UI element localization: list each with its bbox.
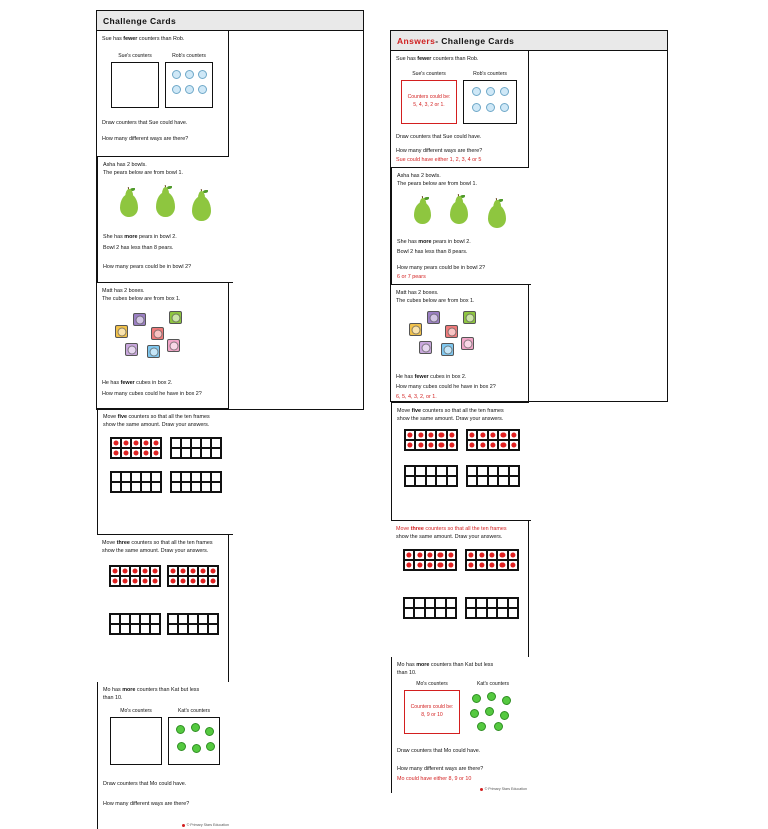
sue-counters-box: [111, 62, 159, 108]
ten-frame: [403, 549, 457, 571]
green-counter: [494, 722, 503, 731]
card-line1: Move three counters so that all the ten frames: [102, 540, 213, 546]
counter: [472, 87, 481, 96]
counter: [500, 103, 509, 112]
sheet-title: Challenge Cards: [103, 15, 177, 26]
rob-counters-box: [463, 80, 517, 124]
card-line2: show the same amount. Draw your answers.: [397, 416, 504, 423]
card-question: How many pears could be in bowl 2?: [397, 265, 486, 271]
sheet-title-bar: [97, 11, 363, 31]
label-sue-counters: Sue's counters: [118, 53, 152, 59]
answer-card-sue-counters: [391, 51, 529, 168]
green-counter: [487, 692, 496, 701]
cube: [167, 339, 180, 352]
cube: [169, 311, 182, 324]
green-counter: [472, 694, 481, 703]
counters-panel: [110, 708, 222, 768]
card-line1: Move five counters so that all the ten frames: [397, 408, 504, 414]
green-counter: [205, 727, 214, 736]
pear-icon: [120, 187, 138, 217]
ten-frame: [403, 597, 457, 619]
answer-card-matt-cubes: [391, 285, 529, 403]
answer-card-move-three: [391, 521, 529, 657]
label-sue-counters: Sue's counters: [412, 71, 446, 77]
question-draw: Draw counters that Mo could have.: [103, 781, 187, 787]
green-counter: [192, 744, 201, 753]
ten-frame: [170, 471, 222, 493]
card-line1: Move five counters so that all the ten frames: [103, 414, 210, 420]
green-counter: [206, 742, 215, 751]
green-counter: [485, 707, 494, 716]
counter: [198, 85, 207, 94]
answers-title-rest: - Challenge Cards: [435, 35, 515, 46]
card-line1: Asha has 2 bowls.: [103, 162, 147, 168]
cube: [147, 345, 160, 358]
pear-icon: [156, 185, 175, 217]
ten-frame: [465, 549, 519, 571]
kat-counters-box: [168, 717, 220, 765]
ten-frame: [170, 437, 222, 459]
counter: [172, 85, 181, 94]
card-line2: show the same amount. Draw your answers.: [396, 534, 503, 541]
ten-frame: [404, 465, 458, 487]
mo-answer-text: Counters could be: 8, 9 or 10: [410, 704, 454, 718]
counter: [172, 70, 181, 79]
card-question: How many cubes could he have in box 2?: [396, 384, 496, 390]
mo-answer-box: [404, 690, 460, 734]
card-line4: Bowl 2 has less than 8 pears.: [397, 249, 468, 255]
cube: [115, 325, 128, 338]
cubes-group: [113, 309, 213, 371]
label-mo-counters: Mo's counters: [416, 681, 448, 687]
card-line3: She has more pears in bowl 2.: [397, 239, 471, 245]
challenge-cards-sheet: [96, 10, 364, 827]
cube: [461, 337, 474, 350]
green-counter: [477, 722, 486, 731]
answer-ways: Sue could have either 1, 2, 3, 4 or 5: [396, 157, 482, 163]
cube: [133, 313, 146, 326]
card-matt-cubes: [97, 283, 229, 409]
answer-text: 6, 5, 4, 3, 2, or 1.: [396, 394, 437, 400]
ten-frame: [167, 613, 219, 635]
counter: [198, 70, 207, 79]
card-mo-counters: [97, 682, 233, 829]
counter: [472, 103, 481, 112]
green-counter: [176, 725, 185, 734]
answers-sheet: [390, 30, 668, 791]
ten-frame: [110, 437, 162, 459]
card-line2: than 10.: [103, 695, 123, 702]
answer-card-asha-pears: [391, 168, 531, 285]
rob-counters-box: [165, 62, 213, 108]
card-line2: The pears below are from bowl 1.: [397, 181, 477, 188]
cube: [125, 343, 138, 356]
question-draw: Draw counters that Sue could have.: [102, 120, 188, 126]
card-question: How many pears could be in bowl 2?: [103, 264, 192, 270]
question-ways: How many different ways are there?: [396, 148, 483, 154]
answers-title: Answers: [397, 35, 436, 46]
footer-credit: © Primary Stars Education: [480, 787, 527, 791]
counters-panel: [401, 71, 521, 127]
answers-title-bar: [391, 31, 667, 51]
card-line3: She has more pears in bowl 2.: [103, 234, 177, 240]
cube: [427, 311, 440, 324]
label-mo-counters: Mo's counters: [120, 708, 152, 714]
answer-card-move-five: [391, 403, 531, 521]
counters-panel: [111, 53, 213, 109]
card-line2: than 10.: [397, 670, 417, 677]
card-asha-pears: [97, 157, 233, 283]
card-line2: show the same amount. Draw your answers.: [102, 548, 209, 555]
mo-counters-box: [110, 717, 162, 765]
label-rob-counters: Rob's counters: [473, 71, 507, 77]
cube: [441, 343, 454, 356]
pear-icon: [192, 189, 211, 221]
card-line2: The cubes below are from box 1.: [396, 298, 475, 305]
card-intro: Sue has fewer counters than Rob.: [102, 36, 185, 42]
footer-credit: © Primary Stars Education: [182, 823, 229, 827]
counter: [500, 87, 509, 96]
counter: [486, 87, 495, 96]
card-move-three: [97, 535, 229, 682]
cube: [463, 311, 476, 324]
cubes-group: [407, 309, 511, 367]
kat-counters-box: [466, 690, 520, 734]
ten-frame: [466, 465, 520, 487]
card-line1: Mo has more counters than Kat but less: [397, 662, 494, 668]
ten-frame: [109, 613, 161, 635]
ten-frame: [404, 429, 458, 451]
card-line1: Matt has 2 boxes.: [102, 288, 145, 294]
pear-icon: [488, 198, 506, 228]
question-draw: Draw counters that Sue could have.: [396, 134, 482, 140]
label-kat-counters: Kat's counters: [476, 681, 510, 687]
pears-group: [116, 183, 226, 225]
sue-answer-text: Counters could be: 5, 4, 3, 2 or 1.: [407, 94, 451, 108]
card-line2: show the same amount. Draw your answers.: [103, 422, 210, 429]
card-line1: Matt has 2 boxes.: [396, 290, 439, 296]
cube: [445, 325, 458, 338]
card-line3: He has fewer cubes in box 2.: [396, 374, 467, 380]
card-line1: Mo has more counters than Kat but less: [103, 687, 200, 693]
card-line3: He has fewer cubes in box 2.: [102, 380, 173, 386]
green-counter: [502, 696, 511, 705]
question-ways: How many different ways are there?: [397, 766, 484, 772]
ten-frame: [167, 565, 219, 587]
answer-ways: Mo could have either 8, 9 or 10: [397, 776, 472, 782]
green-counter: [177, 742, 186, 751]
card-line2: The cubes below are from box 1.: [102, 296, 181, 303]
answer-text: 6 or 7 pears: [397, 274, 426, 280]
card-line2: The pears below are from bowl 1.: [103, 170, 183, 177]
pears-group: [412, 192, 524, 232]
pear-icon: [414, 196, 431, 224]
counter: [185, 85, 194, 94]
question-ways: How many different ways are there?: [102, 136, 189, 142]
answer-card-mo-counters: [391, 657, 531, 793]
label-kat-counters: Kat's counters: [177, 708, 211, 714]
green-counter: [500, 711, 509, 720]
counters-panel: [404, 681, 522, 739]
label-rob-counters: Rob's counters: [172, 53, 206, 59]
counter: [486, 103, 495, 112]
card-question: How many cubes could he have in box 2?: [102, 391, 202, 397]
counter: [185, 70, 194, 79]
card-move-five: [97, 409, 233, 535]
green-counter: [470, 709, 479, 718]
ten-frame: [109, 565, 161, 587]
card-intro: Sue has fewer counters than Rob.: [396, 56, 479, 62]
pear-icon: [450, 194, 468, 224]
ten-frame: [465, 597, 519, 619]
card-line1: Move three counters so that all the ten frames: [396, 526, 507, 532]
card-line1: Asha has 2 bowls.: [397, 173, 441, 179]
ten-frame: [466, 429, 520, 451]
sue-answer-box: [401, 80, 457, 124]
cube: [409, 323, 422, 336]
green-counter: [191, 723, 200, 732]
cube: [419, 341, 432, 354]
ten-frame: [110, 471, 162, 493]
card-line4: Bowl 2 has less than 8 pears.: [103, 245, 174, 251]
question-draw: Draw counters that Mo could have.: [397, 748, 481, 754]
cube: [151, 327, 164, 340]
card-sue-counters: [97, 31, 229, 157]
question-ways: How many different ways are there?: [103, 801, 190, 807]
